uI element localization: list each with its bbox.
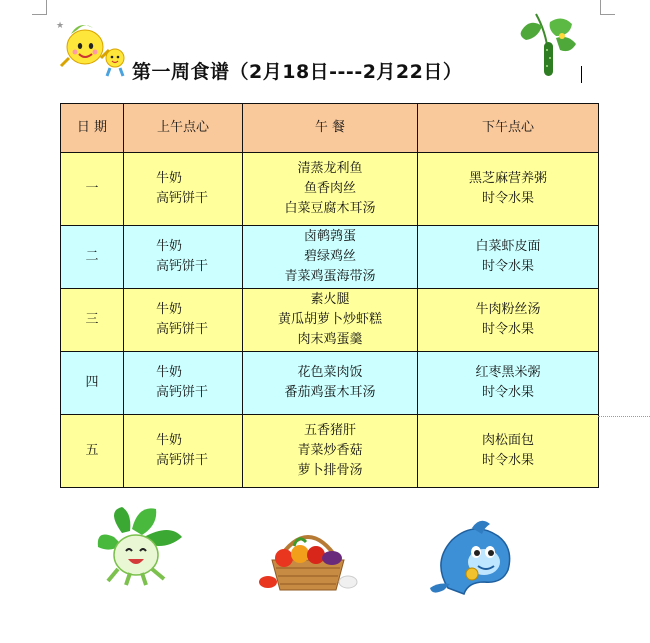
am-snack-item: 牛奶 <box>156 171 183 186</box>
text-cursor <box>581 66 582 83</box>
day-cell: 五 <box>61 415 124 488</box>
pm-snack-cell <box>418 415 599 488</box>
lunch-cell <box>243 153 418 226</box>
lunch-item: 白菜豆腐木耳汤 <box>284 201 376 216</box>
lunch-item: 清蒸龙利鱼 <box>297 161 363 176</box>
lunch-cell <box>243 352 418 415</box>
table-row <box>61 226 599 289</box>
pm-snack-item: 时令水果 <box>481 322 534 337</box>
lunch-item: 青菜鸡蛋海带汤 <box>284 269 376 284</box>
pm-snack-item: 肉松面包 <box>481 433 534 448</box>
table-row <box>61 415 599 488</box>
pm-snack-item: 时令水果 <box>481 191 534 206</box>
am-snack-cell <box>124 226 243 289</box>
am-snack-item: 牛奶 <box>156 433 183 448</box>
vegetable-basket-icon <box>258 520 358 594</box>
pm-snack-item: 时令水果 <box>481 385 534 400</box>
cartoon-kids-icon <box>55 14 133 78</box>
svg-text:★: ★ <box>56 20 65 30</box>
dolphin-mascot-icon <box>428 518 524 600</box>
am-snack-item: 牛奶 <box>156 365 183 380</box>
lunch-cell <box>243 226 418 289</box>
day-cell: 一 <box>61 153 124 226</box>
lunch-cell <box>243 289 418 352</box>
bok-choy-mascot-icon <box>92 503 190 587</box>
table-header-row <box>61 104 599 153</box>
header-am-snack: 上午点心 <box>124 104 243 153</box>
pm-snack-item: 时令水果 <box>481 259 534 274</box>
lunch-item: 青菜炒香菇 <box>297 443 363 458</box>
pm-snack-item: 白菜虾皮面 <box>475 239 541 254</box>
am-snack-item: 高钙饼干 <box>156 453 209 468</box>
am-snack-cell <box>124 352 243 415</box>
lunch-item: 萝卜排骨汤 <box>297 463 363 478</box>
lunch-cell <box>243 415 418 488</box>
table-row <box>61 153 599 226</box>
header-pm-snack: 下午点心 <box>418 104 599 153</box>
pm-snack-cell <box>418 352 599 415</box>
am-snack-item: 牛奶 <box>156 302 183 317</box>
lunch-item: 肉末鸡蛋羹 <box>297 332 363 347</box>
am-snack-item: 牛奶 <box>156 239 183 254</box>
page-edge-dotted-line <box>598 416 650 417</box>
lunch-item: 鱼香肉丝 <box>303 181 356 196</box>
am-snack-item: 高钙饼干 <box>156 191 209 206</box>
lunch-item: 碧绿鸡丝 <box>303 249 356 264</box>
menu-title: 第一周食谱（2月18日----2月22日） <box>132 61 463 83</box>
pm-snack-cell <box>418 289 599 352</box>
page-corner-mark-left <box>32 0 47 15</box>
am-snack-cell <box>124 289 243 352</box>
am-snack-cell <box>124 415 243 488</box>
day-cell: 二 <box>61 226 124 289</box>
header-lunch: 午 餐 <box>243 104 418 153</box>
lunch-item: 素火腿 <box>310 292 350 307</box>
table-row <box>61 352 599 415</box>
header-date: 日 期 <box>61 104 124 153</box>
lunch-item: 番茄鸡蛋木耳汤 <box>284 385 376 400</box>
pm-snack-cell <box>418 153 599 226</box>
am-snack-item: 高钙饼干 <box>156 322 209 337</box>
pm-snack-item: 牛肉粉丝汤 <box>475 302 541 317</box>
pm-snack-item: 黑芝麻营养粥 <box>468 171 547 186</box>
day-cell: 四 <box>61 352 124 415</box>
pm-snack-item: 红枣黑米粥 <box>475 365 541 380</box>
lunch-item: 花色菜肉饭 <box>297 365 363 380</box>
page-corner-mark-right <box>600 0 615 15</box>
day-cell: 三 <box>61 289 124 352</box>
lunch-item: 五香猪肝 <box>303 423 356 438</box>
lunch-item: 卤鹌鹑蛋 <box>303 229 356 244</box>
table-row <box>61 289 599 352</box>
pm-snack-item: 时令水果 <box>481 453 534 468</box>
lunch-item: 黄瓜胡萝卜炒虾糕 <box>277 312 382 327</box>
weekly-menu-table <box>60 103 599 488</box>
am-snack-cell <box>124 153 243 226</box>
pm-snack-cell <box>418 226 599 289</box>
am-snack-item: 高钙饼干 <box>156 385 209 400</box>
am-snack-item: 高钙饼干 <box>156 259 209 274</box>
